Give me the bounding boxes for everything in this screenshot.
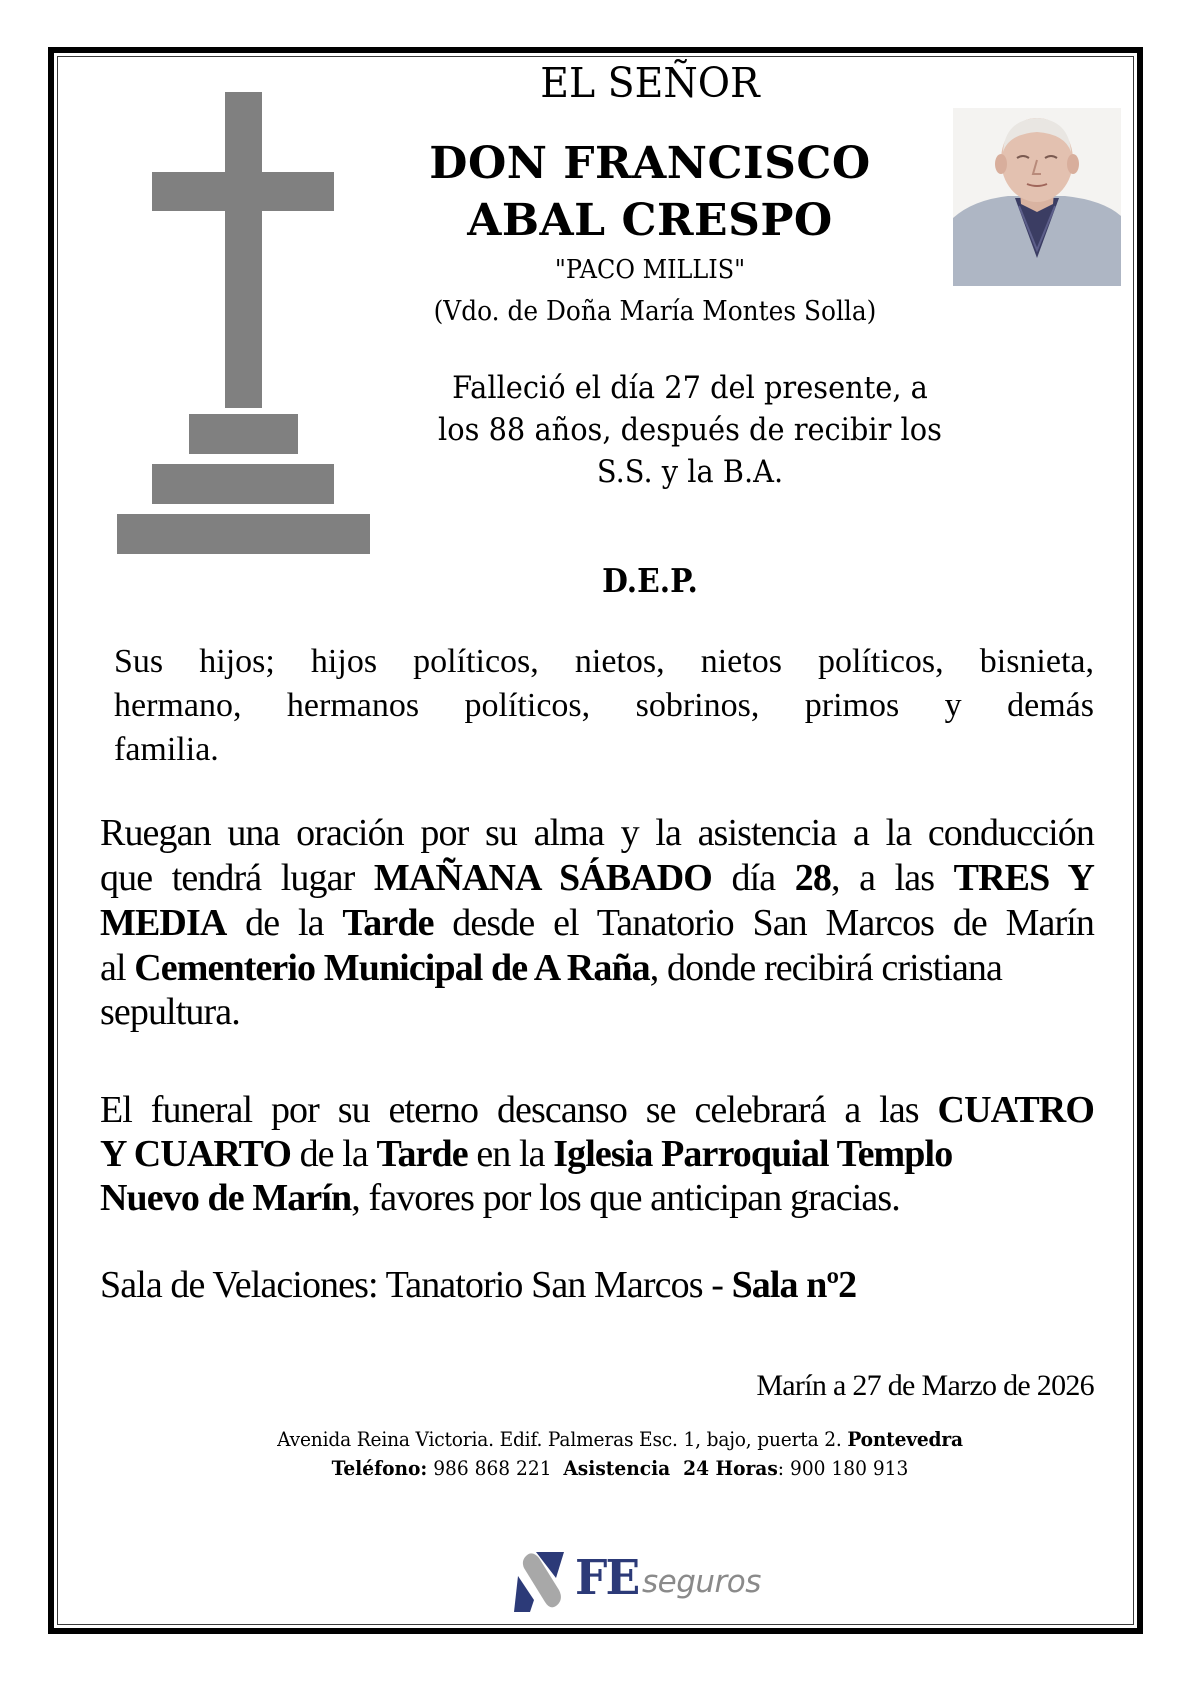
procession-line-2 [100, 856, 1094, 901]
text: al [100, 947, 135, 989]
cross-crossbar [152, 172, 334, 211]
death-line: S.S. y la B.A. [596, 454, 784, 490]
funeral-line-2 [100, 1132, 1094, 1177]
funeral-home-phones [229, 1454, 1010, 1482]
address-text: Avenida Reina Victoria. Edif. Palmeras Esc. 1, bajo, puerta 2. [277, 1427, 848, 1451]
day-highlight: MAÑANA SÁBADO [373, 857, 712, 899]
text: de la [226, 902, 343, 944]
afternoon-highlight: Tarde [342, 902, 434, 944]
text: día [711, 857, 795, 899]
text: sepultura. [100, 991, 240, 1033]
cemetery-highlight: Cementerio Municipal de A Raña [134, 947, 650, 989]
deceased-name-line-1: DON FRANCISCO [429, 138, 871, 189]
deceased-photo [953, 108, 1121, 286]
death-line: Falleció el día 27 del presente, a [452, 370, 928, 406]
afternoon-highlight: Tarde [376, 1133, 468, 1175]
time-highlight: CUATRO [937, 1089, 1094, 1131]
procession-line-5 [100, 990, 1094, 1035]
family-line: hermano, hermanos políticos, sobrinos, primos y demás [114, 687, 1094, 724]
wake-text: Sala de Velaciones: Tanatorio San Marcos - [100, 1264, 732, 1306]
cross-step-3 [117, 514, 370, 554]
assistance-separator: : [777, 1456, 791, 1480]
family-line: Sus hijos; hijos políticos, nietos, nietos políticos, bisnieta, [114, 643, 1094, 680]
assistance-phone: 900 180 913 [790, 1456, 909, 1480]
text: desde el Tanatorio San Marcos de Marín [433, 902, 1094, 944]
death-line: los 88 años, después de recibir los [438, 412, 942, 448]
wake-room: Sala nº2 [731, 1264, 857, 1306]
nickname: "PACO MILLIS" [554, 255, 746, 285]
text: , favores por los que anticipan gracias. [351, 1177, 900, 1219]
place-date: Marín a 27 de Marzo de 2026 [756, 1369, 1094, 1402]
text: Ruegan una oración por su alma y la asistencia a la conducción [100, 812, 1094, 854]
text: en la [467, 1133, 554, 1175]
family-line: familia. [114, 731, 219, 768]
text: , donde recibirá cristiana [649, 947, 1002, 989]
text: El funeral por su eterno descanso se celebrará a las [100, 1089, 938, 1131]
cross-vertical-beam [225, 92, 262, 408]
funeral-line-1 [100, 1088, 1094, 1133]
cross-step-2 [152, 464, 334, 504]
text: , a las [830, 857, 954, 899]
text: que tendrá lugar [100, 857, 374, 899]
logo-product: seguros [642, 1564, 761, 1600]
procession-line-3 [100, 901, 1094, 946]
time-highlight: MEDIA [100, 902, 227, 944]
phone-number: 986 868 221 [427, 1456, 564, 1480]
death-notice-paragraph [402, 367, 979, 493]
procession-line-4 [100, 946, 1094, 991]
cross-step-1 [189, 414, 298, 454]
assistance-label: Asistencia 24 Horas [563, 1456, 778, 1480]
text: de la [290, 1133, 377, 1175]
portrait-image [953, 108, 1121, 286]
city: Pontevedra [847, 1427, 963, 1451]
phone-label: Teléfono: [331, 1456, 428, 1480]
time-highlight: Y CUARTO [100, 1133, 291, 1175]
deceased-name-line-2: ABAL CRESPO [467, 195, 833, 246]
church-highlight: Iglesia Parroquial Templo [553, 1133, 953, 1175]
logo-emblem-icon [512, 1548, 568, 1614]
funeral-line-3 [100, 1176, 1094, 1221]
title: EL SEÑOR [540, 59, 760, 107]
widower-of: (Vdo. de Doña María Montes Solla) [433, 296, 877, 327]
date-number: 28 [794, 857, 831, 899]
fe-seguros-logo [512, 1546, 772, 1616]
funeral-home-address [229, 1425, 1010, 1453]
wake-room-line [100, 1263, 1094, 1308]
logo-brand: FE [575, 1550, 639, 1606]
church-highlight: Nuevo de Marín [100, 1177, 352, 1219]
time-highlight: TRES Y [953, 857, 1094, 899]
procession-line-1 [100, 811, 1094, 856]
dep-label: D.E.P. [602, 561, 698, 600]
